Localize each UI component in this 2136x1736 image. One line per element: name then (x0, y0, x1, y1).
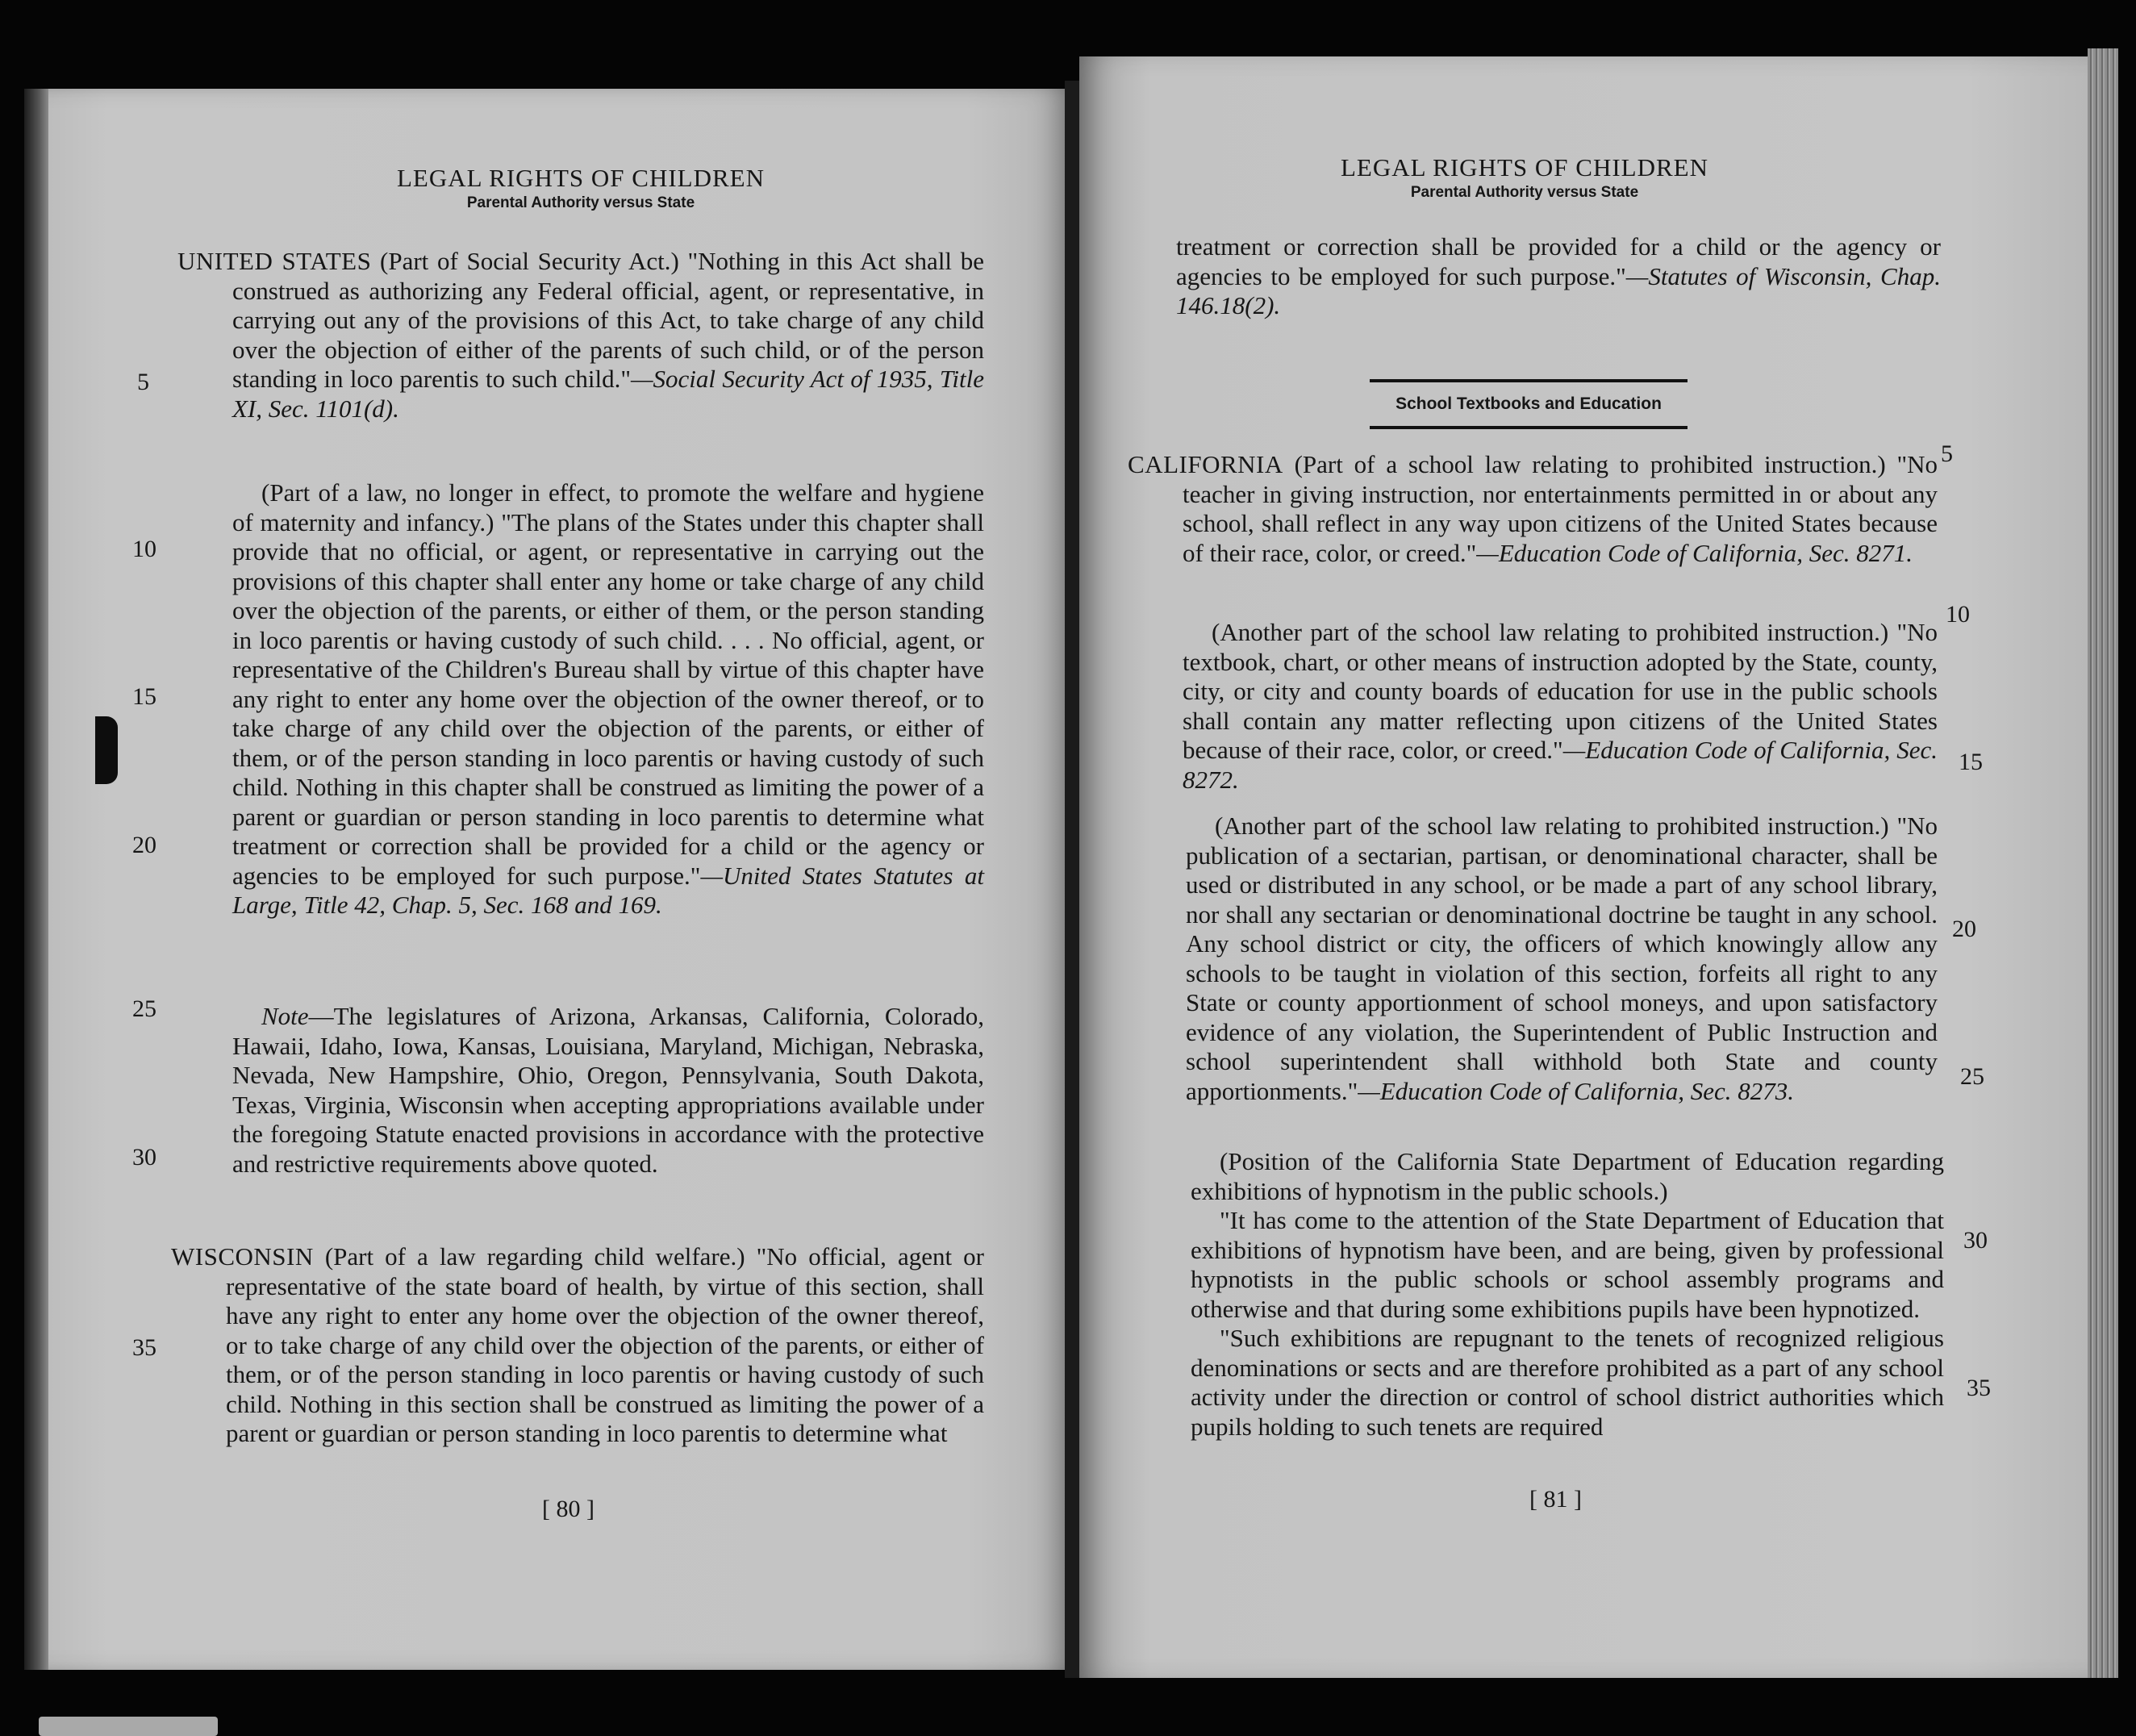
entry-text: (Part of a school law relating to prohibited instruction.) "No teacher in giving instruction, nor entertainments permitted in or about any school, shall reflect in any way upon citizens of the United States because of their race, color, or creed." (1183, 450, 1938, 567)
entry-citation: —Education Code of California, Sec. 8271. (1476, 538, 1913, 567)
entry-text: (Another part of the school law relating to prohibited instruction.) "No publication of a sectarian, partisan, or denominational character, shall be used or distributed in any school, or be made a part of any school library, nor shall any sectarian or denominational doctrine be taught in any school. Any school district or city, the officers of which knowingly allow any schools to be taught in violation of this section, forfeits all right to any State or county apportionment of school moneys, and upon satisfactory evidence of any violation, the Superintendent of Public Instruction and school superintendent shall withhold both State and county apportionments." (1186, 812, 1938, 1105)
line-number: 30 (132, 1144, 156, 1171)
line-number: 25 (1960, 1063, 1984, 1090)
entry-citation: —Education Code of California, Sec. 8272. (1183, 736, 1938, 794)
right-running-title: LEGAL RIGHTS OF CHILDREN (1341, 153, 1708, 182)
entry-citation: —Social Security Act of 1935, Title XI, Sec. 1101(d). (232, 365, 984, 423)
line-number: 15 (132, 683, 156, 710)
wisconsin-entry (171, 1242, 984, 1449)
textbook-entry (1183, 618, 1938, 795)
left-running-title: LEGAL RIGHTS OF CHILDREN (397, 164, 765, 192)
entry-text: (Part of a law, no longer in effect, to promote the welfare and hygiene of maternity and infancy.) "The plans of the States under this chapter shall provide that no official, or agent, or representative in carrying out the provisions of this chapter shall enter any home or take charge of any child over the objection of the parents, or either of them, or the person standing in loco parentis or having custody of such child. . . . No official, agent, or representative of the Children's Bureau shall by virtue of this chapter have any right to enter any home over the objection of the owner thereof, or to take charge of any child over the objection of the parents, or either of them, or of the person standing in loco parentis or having custody of such child. Nothing in this chapter shall be construed as limiting the power of a parent or guardian or person standing in loco parentis to determine what treatment or correction shall be provided for a child or the agency or agencies to be employed for such purpose." (232, 478, 984, 890)
page-edge-stack (2088, 48, 2118, 1678)
hypnotism-paragraph-2: "Such exhibitions are repugnant to the tenets of recognized religious denominations or sects and are therefore prohibited as a part of any school activity under the direction or control of school district authorities which pupils holding to such tenets are required (1191, 1324, 1944, 1441)
line-number: 10 (1946, 601, 1970, 628)
note-label: Note (261, 1002, 309, 1030)
entry-citation: —Statutes of Wisconsin, Chap. 146.18(2). (1176, 261, 1941, 319)
left-page-number: [ 80 ] (542, 1496, 594, 1522)
entry-lead: WISCONSIN (171, 1242, 314, 1271)
scanner-tab (39, 1717, 218, 1736)
california-entry (1128, 450, 1938, 568)
line-number: 20 (1952, 916, 1976, 942)
wisconsin-continued (1176, 232, 1941, 321)
line-number: 20 (132, 832, 156, 858)
entry-lead: UNITED STATES (177, 247, 372, 275)
right-running-subtitle: Parental Authority versus State (1410, 184, 1639, 201)
maternity-law-entry (232, 478, 984, 920)
entry-text: (Part of Social Security Act.) "Nothing in this Act shall be construed as authorizing any Federal official, agent, or representative, in carrying out any of the provisions of this Act, to take charge of any child over the objection of either of the parents of such child, or of the person standing in loco parentis to such child." (232, 247, 984, 393)
right-running-head (1242, 153, 1807, 202)
sectarian-entry (1186, 812, 1938, 1106)
note-text: —The legislatures of Arizona, Arkansas, California, Colorado, Hawaii, Idaho, Iowa, Kansas, Louisiana, Maryland, Michigan, Nebraska, Nevada, New Hampshire, Ohio, Oregon, Pennsylvania, South Dakota, Texas, Virginia, Wisconsin when accepting appropriations available under the foregoing Statute enacted provisions in accordance with the protective and restrictive requirements above quoted. (232, 1002, 984, 1178)
line-number: 15 (1959, 749, 1983, 775)
hypnotism-entry (1191, 1147, 1944, 1442)
line-number: 5 (137, 369, 149, 395)
right-page-number: [ 81 ] (1529, 1486, 1582, 1513)
note-entry (232, 1002, 984, 1179)
entry-lead: CALIFORNIA (1128, 450, 1283, 478)
entry-text: (Another part of the school law relating to prohibited instruction.) "No textbook, chart, or other means of instruction adopted by the State, county, city, or city and county boards of education for use in the public schools shall contain any matter reflecting upon citizens of the United States because of their race, color, or creed." (1183, 618, 1938, 764)
entry-text: (Part of a law regarding child welfare.) "No official, agent or representative of the state board of health, by virtue of this section, shall have any right to enter any home over the objection of the owner thereof, or to take charge of any child over the objection of the parents, or either of them, or of the person standing in loco parentis or having custody of such child. Nothing in this section shall be construed as limiting the power of a parent or guardian or person standing in loco parentis to determine what (226, 1242, 985, 1447)
line-number: 30 (1963, 1227, 1988, 1254)
hypnotism-paragraph-1: "It has come to the attention of the State Department of Education that exhibitions of hypnotism have been, and are being, given by professional hypnotists in the public schools or school assembly programs and otherwise and that during some exhibitions pupils have been hypnotized. (1191, 1206, 1944, 1323)
line-number: 5 (1941, 440, 1953, 467)
left-running-head (307, 164, 855, 212)
line-number: 35 (1967, 1375, 1991, 1401)
line-number: 25 (132, 995, 156, 1022)
line-number: 35 (132, 1334, 156, 1361)
entry-citation: —United States Statutes at Large, Title 42, Chap. 5, Sec. 168 and 169. (232, 861, 984, 919)
us-social-security-entry (177, 247, 984, 424)
line-number: 10 (132, 536, 156, 562)
entry-text: treatment or correction shall be provided for a child or the agency or agencies to be employed for such purpose." (1176, 232, 1941, 290)
binding-clip (95, 716, 118, 784)
left-running-subtitle: Parental Authority versus State (466, 194, 695, 211)
left-binding-edge (24, 89, 48, 1670)
section-heading: School Textbooks and Education (1370, 379, 1688, 429)
entry-citation: —Education Code of California, Sec. 8273. (1358, 1076, 1795, 1105)
hypnotism-intro: (Position of the California State Department of Education regarding exhibitions of hypnotism in the public schools.) (1191, 1147, 1944, 1205)
